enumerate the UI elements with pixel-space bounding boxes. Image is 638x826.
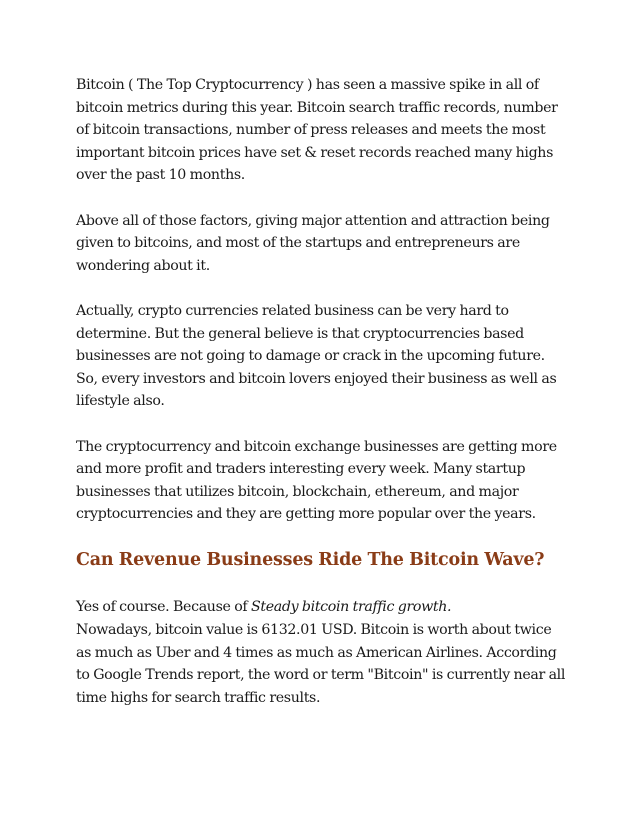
paragraph-crypto-business: Actually, crypto currencies related business can be very hard to determine. But the general believe is that cryptocurrencies based businesses are not going to damage or crack in the upcoming future. So, every investors and bitcoin lovers enjoyed their business as well as lifestyle also. <box>76 302 557 410</box>
section-intro-italic: Steady bitcoin traffic growth. <box>250 599 452 616</box>
paragraph-exchange-businesses: The cryptocurrency and bitcoin exchange businesses are getting more and more profit and traders interesting every week. Many startup businesses that utilizes bitcoin, blockchain, ethereum, and major cryptocurrencies and they are getting more popular over the years. <box>76 438 557 523</box>
paragraph-intro: Bitcoin ( The Top Cryptocurrency ) has seen a massive spike in all of bitcoin metrics during this year. Bitcoin search traffic records, number of bitcoin transactions, number of press releases and meets the most important bitcoin prices have set & reset records reached many highs over the past 10 months. <box>76 77 558 184</box>
section-body-text: Nowadays, bitcoin value is 6132.01 USD. Bitcoin is worth about twice as much as Uber and 4 times as much as American Airlines. According to Google Trends report, the word or term "Bitcoin" is currently near all time highs for search traffic results. <box>76 622 566 706</box>
section-intro-prefix: Yes of course. Because of <box>76 599 251 616</box>
section-heading: Can Revenue Businesses Ride The Bitcoin Wave? <box>76 550 545 571</box>
section-body <box>76 596 566 709</box>
section-intro-line <box>76 596 566 619</box>
paragraph-attention: Above all of those factors, giving major attention and attraction being given to bitcoins, and most of the startups and entrepreneurs are wondering about it. <box>76 212 550 274</box>
document-page <box>76 74 566 732</box>
